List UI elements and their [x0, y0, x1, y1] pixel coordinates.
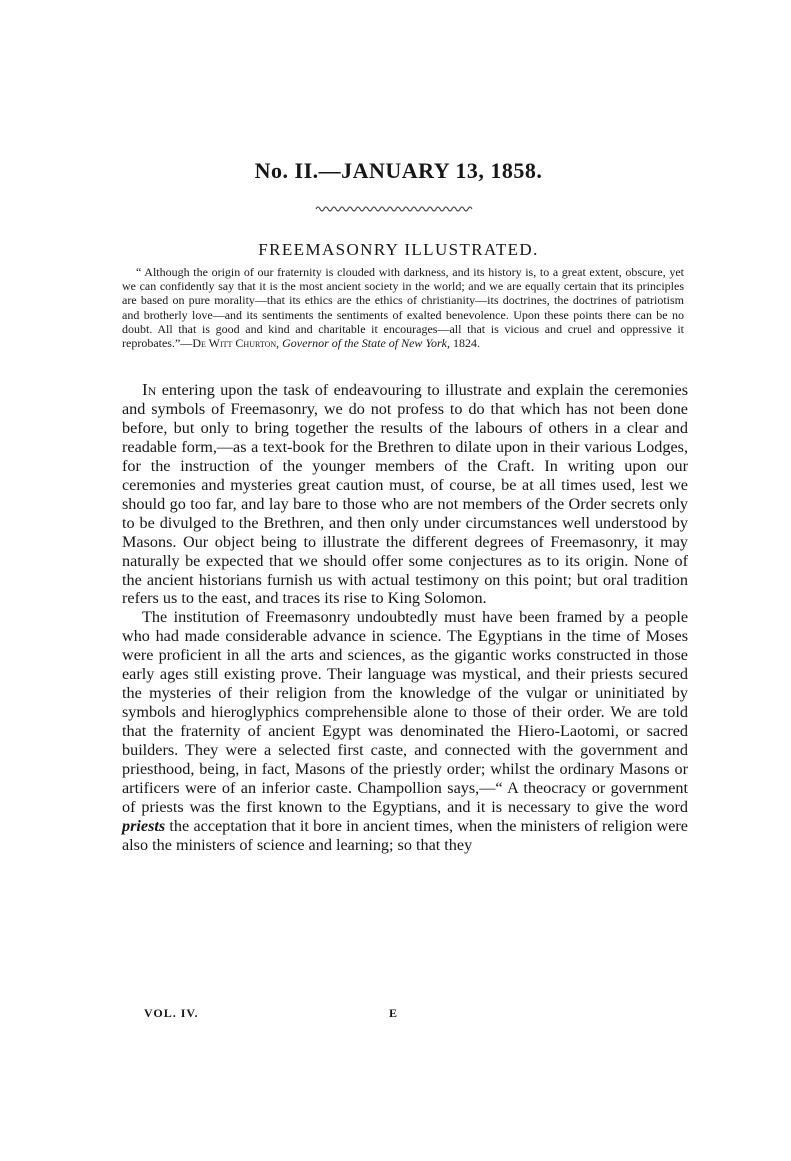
paragraph-1-lead: In — [142, 380, 157, 399]
paragraph-2-text-after: the acceptation that it bore in ancient times, when the ministers of religion were also the ministers of science and learning; so that they — [122, 816, 688, 854]
article-body — [122, 381, 688, 855]
paragraph-1 — [122, 381, 688, 608]
paragraph-2-text-before: The institution of Freemasonry undoubtedly must have been framed by a people who had made considerable advance in science. The Egyptians in the time of Moses were proficient in all the arts and sciences, as the gigantic works constructed in those early ages still existing prove. Their language was mystical, and their priests secured the mysteries of their religion from the knowledge of the vulgar or uninitiated by symbols and hieroglyphics comprehensible alone to those of their order. We are told that the fraternity of ancient Egypt was denominated the Hiero-Laotomi, or sacred builders. They were a selected first caste, and connected with the government and priesthood, being, in fact, Masons of the priestly order; whilst the ordinary Masons or artificers were of an inferior caste. Champollion says,—“ A theocracy or government of priests was the first known to the Egyptians, and it is necessary to give the word — [122, 608, 688, 816]
issue-heading: No. II.—JANUARY 13, 1858. — [254, 158, 543, 183]
printer-signature-mark: E — [389, 1006, 398, 1020]
epigraph-author-title: Governor of the State of New York, — [282, 336, 451, 351]
article-title: FREEMASONRY ILLUSTRATED. — [258, 240, 539, 259]
wavy-rule-ornament — [314, 204, 476, 214]
paragraph-2 — [122, 608, 688, 854]
paragraph-2-emphasis: priests — [122, 816, 166, 835]
volume-footer: VOL. IV. — [144, 1006, 199, 1020]
epigraph-author: De Witt Churton, — [192, 336, 280, 351]
paragraph-1-text: entering upon the task of endeavouring to illustrate and explain the ceremonies and symbols of Freemasonry, we do not profess to do that which has not been done before, but only to bring together the results of the labours of others in a clear and readable form,—as a text-book for the Brethren to dilate upon in their various Lodges, for the instruction of the younger members of the Craft. In writing upon our ceremonies and mysteries great caution must, of course, be at all times used, lest we should go too far, and lay bare to those who are not members of the Order secrets only to be divulged to the Brethren, and then only under circumstances well understood by Masons. Our object being to illustrate the different degrees of Freemasonry, it may naturally be expected that we should offer some conjectures as to its origin. None of the ancient historians furnish us with actual testimony on this point; but oral tradition refers us to the east, and traces its rise to King Solomon. — [122, 381, 688, 608]
epigraph-year: 1824. — [453, 336, 481, 351]
epigraph-quote — [122, 265, 684, 350]
epigraph-text: “ Although the origin of our fraternity is clouded with darkness, and its history is, to a great extent, obscure, yet we can confidently say that it is the most ancient society in the world; and we are equally certain that its principles are based on pure morality—that its ethics are the ethics of christianity—its doctrines, the doctrines of patriotism and brotherly love—and its sentiments the sentiments of exalted benevolence. Upon these points there can be no doubt. All that is good and kind and charitable it encourages—all that is vicious and cruel and oppressive it reprobates.”— — [122, 265, 684, 351]
